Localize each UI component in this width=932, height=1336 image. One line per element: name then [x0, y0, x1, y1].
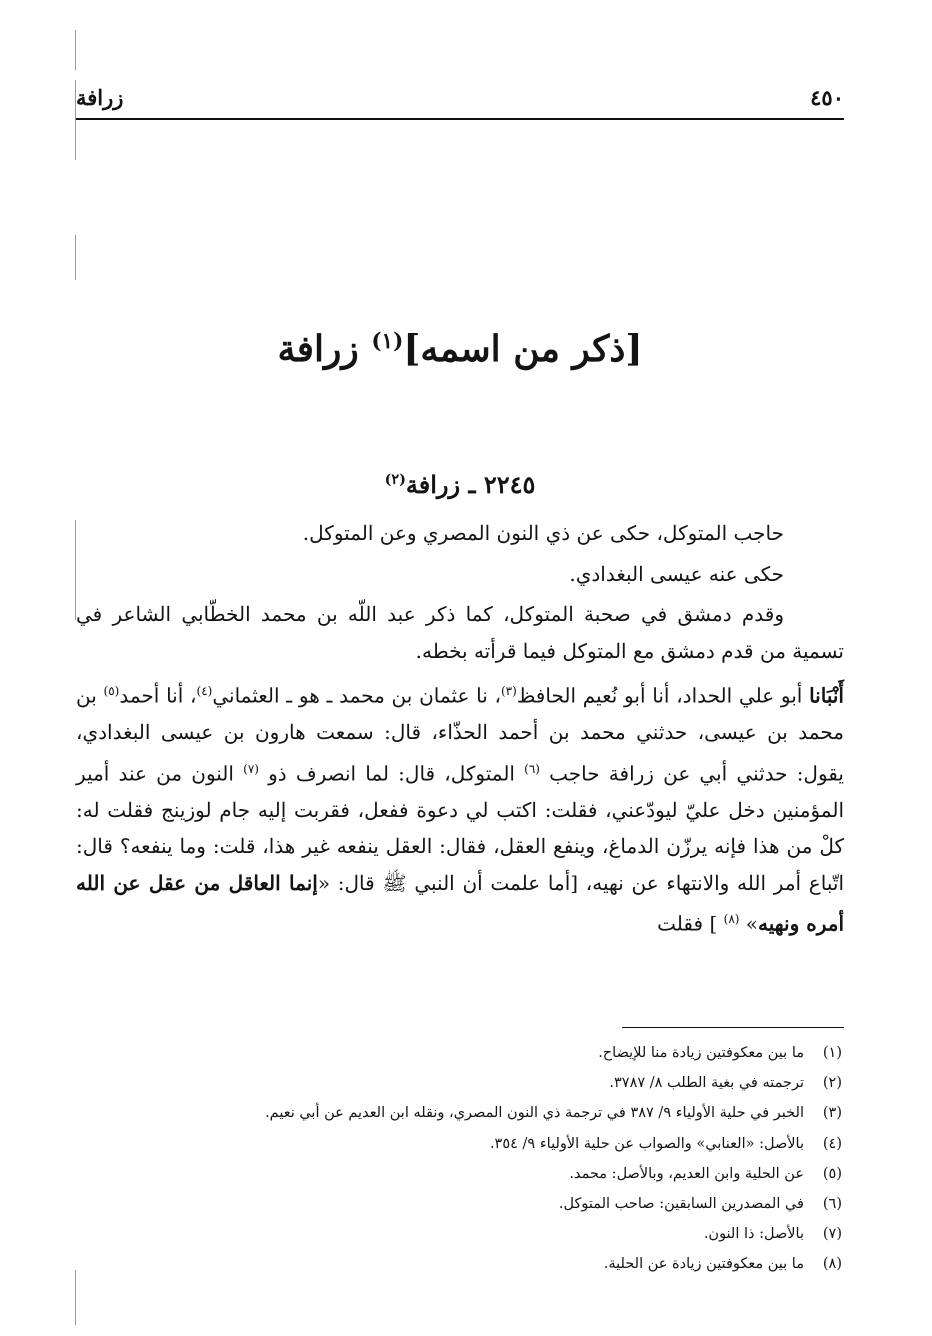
scan-edge-mark	[75, 1270, 76, 1325]
footnote-text: عن الحلية وابن العديم، وبالأصل: محمد.	[569, 1165, 804, 1182]
section-heading-bracket: [ذكر من اسمه]	[403, 328, 643, 370]
hadith-quote: إنما العاقل من عقل عن الله أمره ونهيه	[76, 870, 844, 936]
footnote-text: بالأصل: «العنابي» والصواب عن حلية الأولياء ٩/ ٣٥٤.	[489, 1135, 804, 1152]
footnotes	[120, 1038, 842, 1280]
footnote-ref-1[interactable]: (١)	[371, 329, 404, 354]
footnote-ref-6[interactable]: (٦)	[524, 761, 540, 776]
footnote-item	[120, 1098, 842, 1128]
footnote-item	[120, 1068, 842, 1098]
footnote-number: (٣)	[822, 1105, 842, 1122]
footnote-text: ترجمته في بغية الطلب ٨/ ٣٧٨٧.	[609, 1075, 804, 1092]
scan-edge-mark	[75, 30, 76, 70]
footnote-number: (٦)	[822, 1196, 842, 1213]
running-header	[76, 78, 844, 116]
footnote-number: (٨)	[822, 1256, 842, 1273]
isnad-paragraph	[76, 673, 844, 942]
footnote-text: ما بين معكوفتين زيادة عن الحلية.	[603, 1256, 804, 1273]
body-text	[76, 515, 844, 942]
footnote-number: (٥)	[822, 1165, 842, 1182]
running-title: زرافة	[76, 84, 124, 110]
footnote-item	[120, 1159, 842, 1189]
page-number: ٤٥٠	[810, 84, 844, 110]
footnote-number: (٤)	[822, 1135, 842, 1152]
text-run: المتوكل، قال: لما انصرف ذو	[258, 761, 525, 786]
footnote-item	[120, 1038, 842, 1068]
footnote-item	[120, 1249, 842, 1279]
footnote-number: (٧)	[822, 1226, 842, 1243]
entry-heading	[76, 460, 844, 505]
footnote-text: بالأصل: ذا النون.	[703, 1226, 804, 1243]
footnote-ref-3[interactable]: (٣)	[500, 684, 517, 698]
text-run: ، أنا أحمد	[119, 683, 197, 708]
footnote-number: (٢)	[822, 1075, 842, 1092]
footnote-ref-8[interactable]: (٨)	[723, 912, 740, 927]
paragraph: وقدم دمشق في صحبة المتوكل، كما ذكر عبد اللّه بن محمد الخطّابي الشاعر في تسمية من قدم دمشق مع المتوكل فيما قرأته بخطه.	[76, 602, 844, 663]
footnote-item	[120, 1219, 842, 1249]
entry-number-name: ٢٢٤٥ ـ زرافة	[405, 470, 536, 499]
text-run: النون من عند أمير المؤمنين دخل عليّ ليودّعني، فقلت: اكتب لي دعوة ففعل، فقربت إليه جام لوزينج فقلت له: كلْ من هذا فإنه يرزّن الدماغ، وينفع العقل، فقال: العقل ينفعه غير هذا، قلت: وما ينفعه؟ قال: اتّباع أمر الله والانتهاء عن نهيه، [أما علمت أن النبي ﷺ قال: «	[76, 761, 844, 895]
footnote-ref-4[interactable]: (٤)	[196, 684, 213, 698]
section-heading	[76, 312, 844, 379]
footnote-text: الخبر في حلية الأولياء ٩/ ٣٨٧ في ترجمة ذي النون المصري، ونقله ابن العديم عن أبي نعيم.	[265, 1105, 804, 1122]
paragraph: حكى عنه عيسى البغدادي.	[569, 561, 784, 586]
footnote-ref-5[interactable]: (٥)	[103, 684, 120, 698]
anbaana-lead: أَنْبَانا	[809, 683, 844, 708]
footnote-ref-2[interactable]: (٢)	[384, 471, 406, 488]
footnote-text: ما بين معكوفتين زيادة منا للإيضاح.	[598, 1045, 804, 1061]
text-run: أبو علي الحداد، أنا أبو نُعيم الحافظ	[516, 683, 810, 708]
header-rule	[76, 118, 844, 120]
footnote-number: (١)	[822, 1045, 842, 1061]
footnote-item	[120, 1189, 842, 1219]
footnote-rule	[622, 1027, 844, 1028]
footnote-ref-7[interactable]: (٧)	[243, 761, 259, 776]
paragraph: حاجب المتوكل، حكى عن ذي النون المصري وعن المتوكل.	[302, 521, 784, 545]
text-run: ] فقلت	[657, 911, 724, 936]
text-run: »	[739, 911, 759, 936]
footnote-item	[120, 1129, 842, 1159]
section-heading-name: زرافة	[277, 328, 359, 370]
text-run: بن محمد بن عيسى، حدثني محمد بن أحمد الحذّاء، قال: سمعت هارون بن عيسى البغدادي، يقول: حدثني أبي عن زرافة حاجب	[76, 683, 844, 786]
text-run: ، نا عثمان بن محمد ـ هو ـ العثماني	[212, 683, 501, 708]
scan-edge-mark	[75, 235, 76, 280]
footnote-text: في المصدرين السابقين: صاحب المتوكل.	[558, 1196, 804, 1213]
